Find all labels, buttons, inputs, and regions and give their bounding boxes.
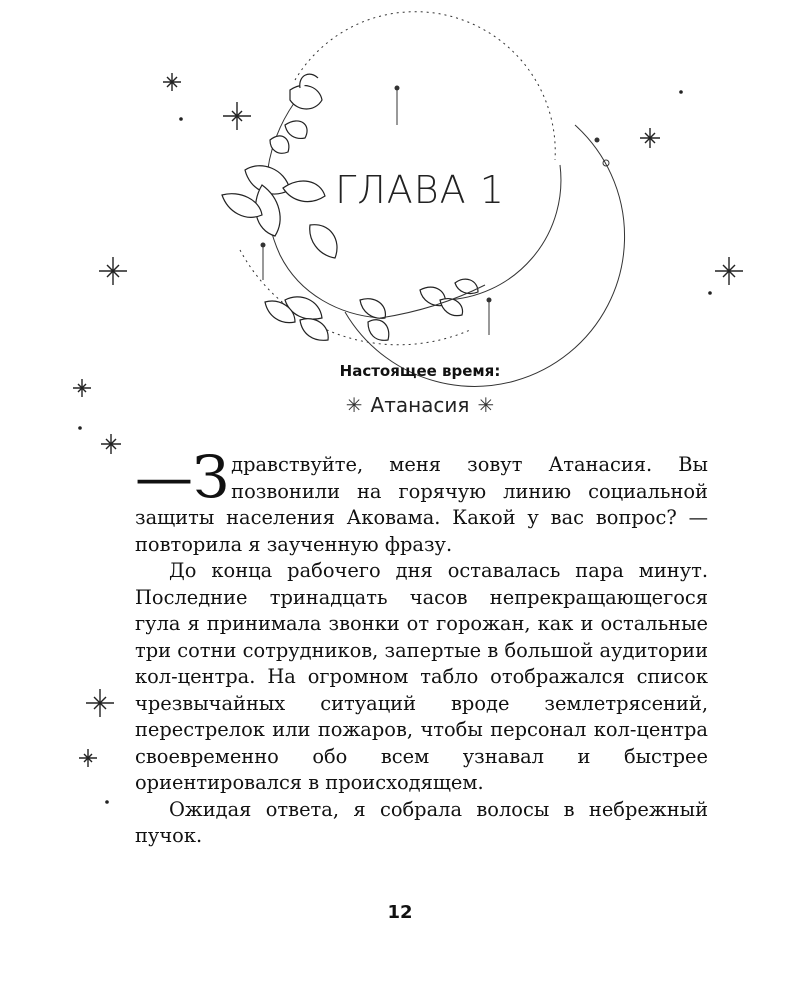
chapter-body xyxy=(135,443,708,850)
sparkle-icon: ✳ xyxy=(345,393,363,417)
chapter-title: ГЛАВА 1 xyxy=(335,168,505,212)
paragraph-text: дравствуйте, меня зовут Атанасия. Вы позвонили на горячую линию социальной защиты населения Аковама. Какой у вас вопрос? — повторила я заученную фразу. xyxy=(135,453,708,556)
paragraph: Ожидая ответа, я собрала волосы в небрежный пучок. xyxy=(135,797,708,847)
paragraph: До конца рабочего дня оставалась пара минут. Последние тринадцать часов непрекращающегося гула я принимала звонки от горожан, как и остальные три сотни сотрудников, запертые в большой аудитории кол-центра. На огромном табло отображался список чрезвычайных ситуаций вроде землетрясений, перестрелок или пожаров, чтобы персонал кол-центра своевременно обо всем узнавал и быстрее ориентировался в происходящем. xyxy=(135,559,708,794)
chapter-time-label: Настоящее время: xyxy=(339,362,501,380)
paragraph xyxy=(135,443,708,558)
drop-cap: —З xyxy=(135,443,230,511)
pov-name: Атанасия xyxy=(370,393,470,417)
sparkle-icon: ✳ xyxy=(477,393,495,417)
chapter-pov xyxy=(300,393,540,417)
page-number: 12 xyxy=(387,902,413,923)
